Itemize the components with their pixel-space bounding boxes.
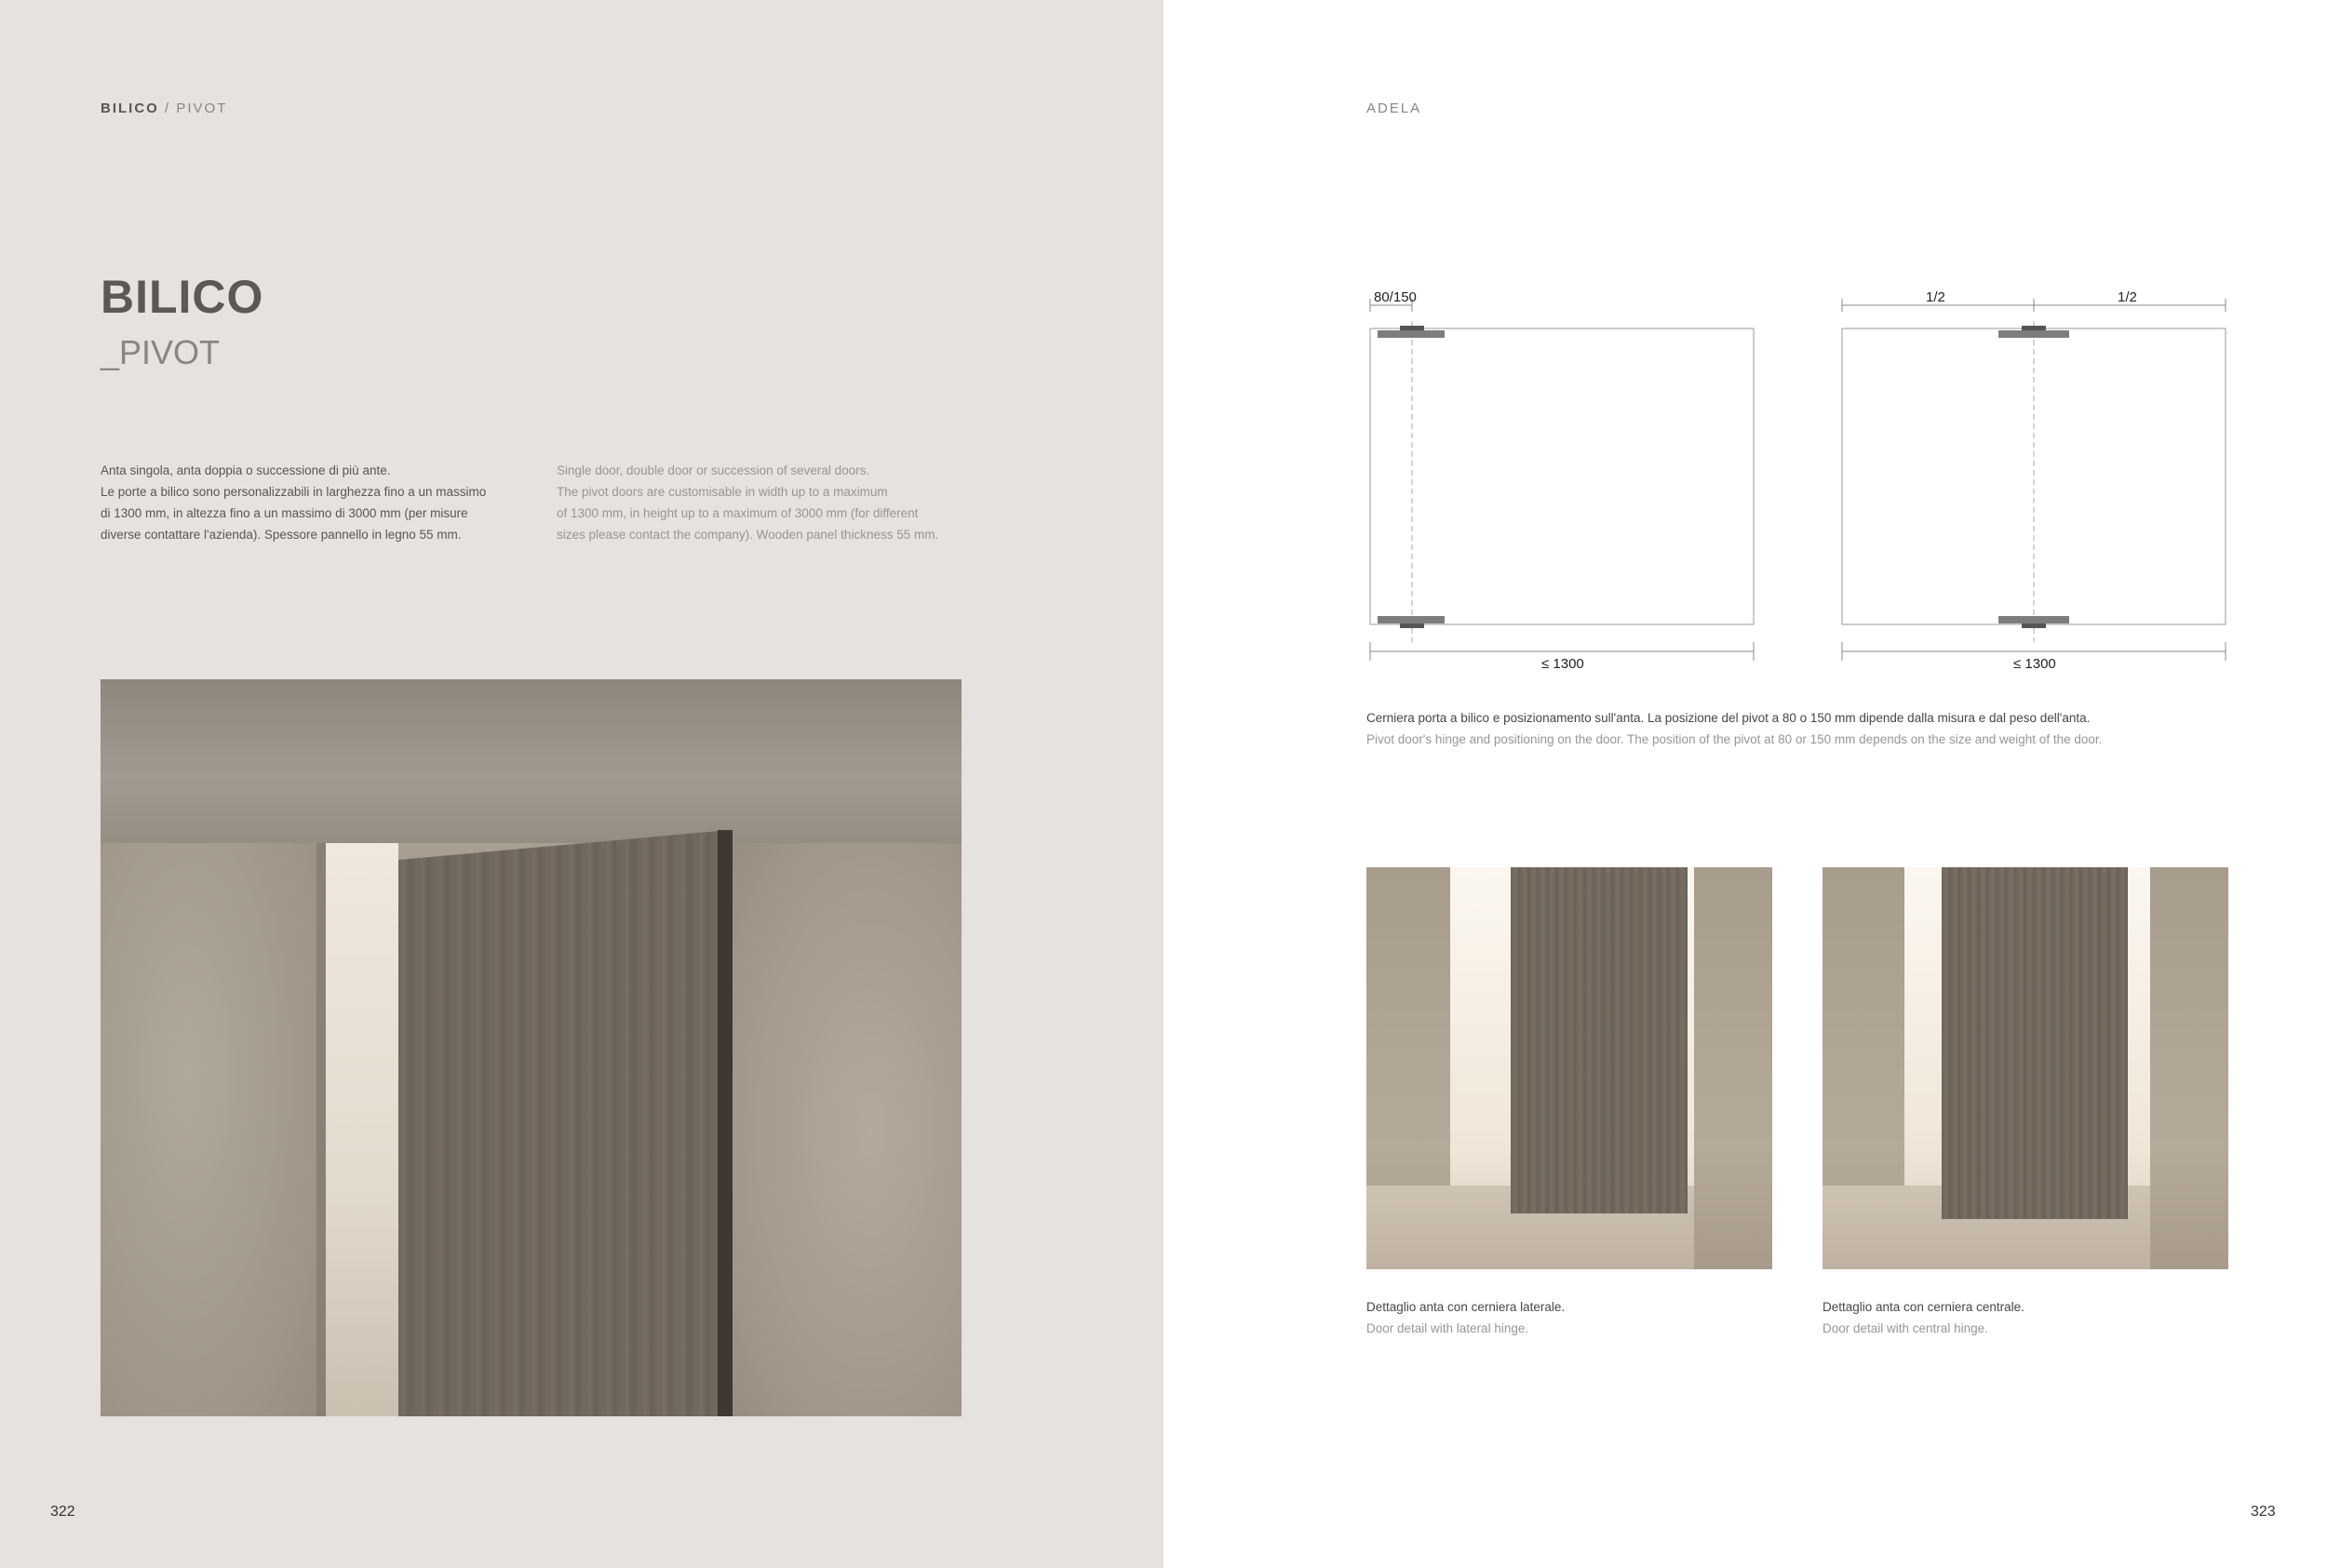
dim-label-80-150: 80/150 xyxy=(1374,289,1417,305)
top-hinge-pin xyxy=(1400,326,1424,330)
photo-wall-edge xyxy=(316,843,326,1416)
top-hinge xyxy=(1998,330,2069,338)
running-head-right: ADELA xyxy=(1366,101,1422,116)
page-subtitle: _PIVOT xyxy=(101,333,221,371)
dim-label-max-width: ≤ 1300 xyxy=(2013,656,2056,672)
photo-wall-right xyxy=(1694,867,1772,1269)
running-head-rest: / PIVOT xyxy=(158,101,228,116)
photo-caption-lateral-italian: Dettaglio anta con cerniera laterale. xyxy=(1366,1300,1566,1314)
diagram-lateral-svg xyxy=(1365,284,1765,684)
diagram-central-svg xyxy=(1836,284,2237,684)
photo-caption-central xyxy=(1823,1296,2223,1339)
photo-wall-right xyxy=(733,843,962,1416)
dim-label-half-left: 1/2 xyxy=(1926,289,1945,305)
bottom-hinge-pin xyxy=(1400,623,1424,628)
photo-caption-lateral-english: Door detail with lateral hinge. xyxy=(1366,1321,1529,1335)
diagram-caption-italian: Cerniera porta a bilico e posizionamento sull'anta. La posizione del pivot a 80 o 150 mm dipende dalla misura e dal peso dell'anta. xyxy=(1366,711,2091,725)
running-head-bold: BILICO xyxy=(101,101,159,116)
photo-door-panel xyxy=(398,830,729,1416)
diagram-lateral-pivot xyxy=(1365,284,1765,689)
photo-caption-central-italian: Dettaglio anta con cerniera centrale. xyxy=(1823,1300,2024,1314)
description-italian: Anta singola, anta doppia o successione di più ante. Le porte a bilico sono personalizzabili in larghezza fino a un massimo di 1300 mm, in altezza fino a un massimo di 3000 mm (per misure diverse contattare l'azienda). Spessore pannello in legno 55 mm. xyxy=(101,463,487,542)
page-number-left: 322 xyxy=(50,1504,75,1520)
door-outline xyxy=(1370,328,1754,624)
dim-label-half-right: 1/2 xyxy=(2118,289,2137,305)
photo-ceiling xyxy=(101,679,962,843)
dim-label-max-width: ≤ 1300 xyxy=(1541,656,1584,672)
page-title: BILICO xyxy=(101,271,264,323)
photo-door-panel xyxy=(1942,867,2128,1219)
photo-light-gap xyxy=(326,843,398,1416)
bottom-hinge-pin xyxy=(2022,623,2046,628)
detail-photo-lateral-hinge xyxy=(1366,867,1772,1269)
pivot-door-photo xyxy=(101,679,962,1416)
photo-wall-right xyxy=(2150,867,2228,1269)
detail-photo-central-hinge xyxy=(1823,867,2228,1269)
photo-door-edge xyxy=(718,830,733,1416)
bottom-hinge xyxy=(1378,616,1445,623)
diagram-caption xyxy=(1366,707,2297,750)
photo-wall-left xyxy=(101,843,316,1416)
running-head-left xyxy=(101,101,227,116)
top-hinge xyxy=(1378,330,1445,338)
bottom-hinge xyxy=(1998,616,2069,623)
diagram-caption-english: Pivot door's hinge and positioning on the door. The position of the pivot at 80 or 150 mm depends on the size and weight of the door. xyxy=(1366,732,2103,746)
page-number-right: 323 xyxy=(2251,1504,2276,1520)
photo-door-panel xyxy=(1511,867,1688,1213)
diagram-central-pivot xyxy=(1836,284,2237,689)
photo-caption-central-english: Door detail with central hinge. xyxy=(1823,1321,1988,1335)
right-page xyxy=(1164,0,2327,1568)
description-english: Single door, double door or succession of several doors. The pivot doors are customisable in width up to a maximum of 1300 mm, in height up to a maximum of 3000 mm (for different sizes please contact the company). Wooden panel thickness 55 mm. xyxy=(557,463,939,542)
top-hinge-pin xyxy=(2022,326,2046,330)
photo-caption-lateral xyxy=(1366,1296,1767,1339)
